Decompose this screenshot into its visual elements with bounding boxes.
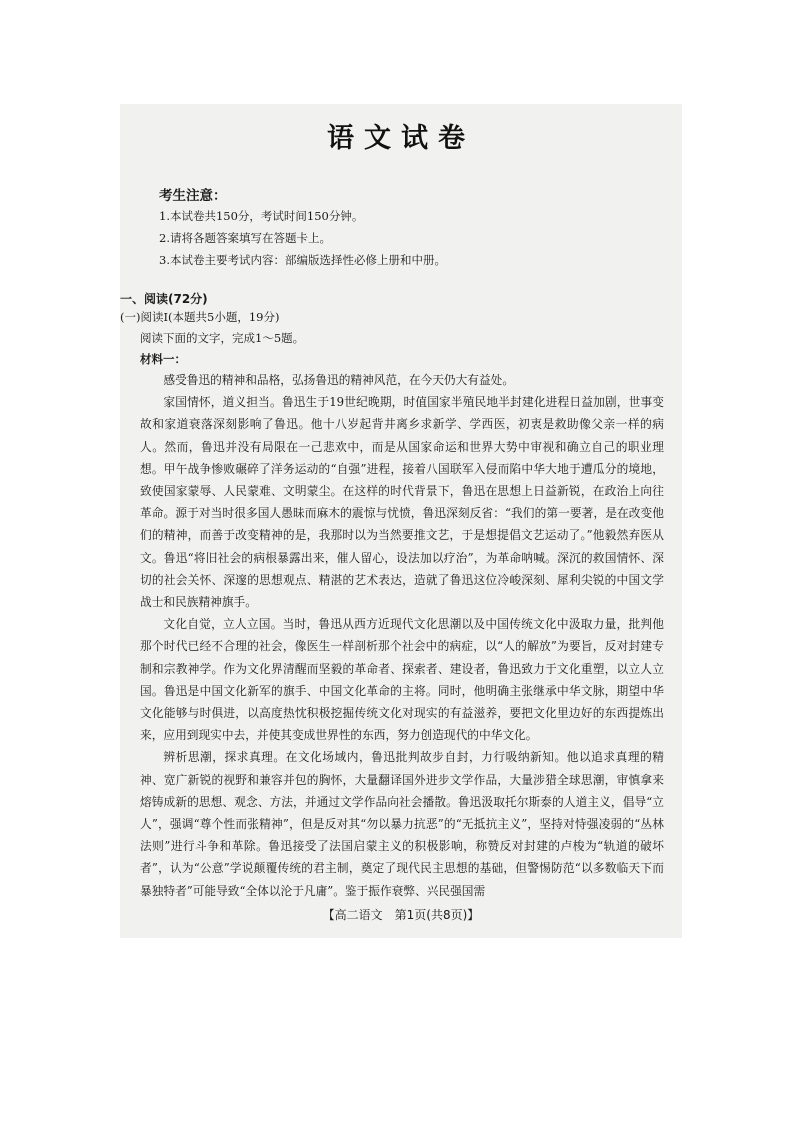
- notice-heading: 考生注意：: [159, 188, 227, 204]
- page-title: 语文试卷: [327, 123, 475, 154]
- passage-paragraph-4: 辨析思潮，探求真理。在文化场域内，鲁迅批判故步自封，力行吸纳新知。他以追求真理的精神、宽广新锐的视野和兼容并包的胸怀，大量翻译国外进步文学作品，大量涉猎全球思潮，审慎拿来熔铸成新的思想、观念、方法，并通过文学作品向社会播散。鲁迅汲取托尔斯泰的人道主义，倡导“立人”，强调“尊个性而张精神”，但是反对其“勿以暴力抗恶”的“无抵抗主义”，坚持对恃强凌弱的“丛林法则”进行斗争和革除。鲁迅接受了法国启蒙主义的积极影响，称赞反对封建的卢梭为“轨道的破坏者”，认为“公意”学说颠覆传统的君主制，奠定了现代民主思想的基础，但警惕防范“以多数临天下而暴独特者”可能导致“全体以沦于凡庸”。鉴于振作衰弊、兴民强国需: [140, 750, 664, 898]
- section-heading: 一、阅读(72分): [120, 292, 208, 306]
- passage-paragraph-1: 感受鲁迅的精神和品格，弘扬鲁迅的精神风范，在今天仍大有益处。: [163, 373, 515, 387]
- passage-paragraph-2: 家国情怀，道义担当。鲁迅生于19世纪晚期，时值国家半殖民地半封建化进程日益加剧，世事变故和家道衰落深刻影响了鲁迅。他十八岁起背井离乡求新学、学西医，初衷是救助像父亲一样的病人。然而，鲁迅并没有局限在一己悲欢中，而是从国家命运和世界大势中审视和确立自己的职业理想。甲午战争惨败碾碎了洋务运动的“自强”进程，接着八国联军入侵而陷中华大地于遭瓜分的境地，致使国家蒙辱、人民蒙难、文明蒙尘。在这样的时代背景下，鲁迅在思想上日益新锐，在政治上向往革命。源于对当时很多国人愚昧而麻木的震惊与忧愤，鲁迅深刻反省：“我们的第一要著，是在改变他们的精神，而善于改变精神的是，我那时以为当然要推文艺，于是想提倡文艺运动了。”他毅然弃医从文。鲁迅“将旧社会的病根暴露出来，催人留心，设法加以疗治”，为革命呐喊。深沉的救国情怀、深切的社会关怀、深邃的思想观点、精湛的艺术表达，造就了鲁迅这位冷峻深刻、犀利尖锐的中国文学战士和民族精神旗手。: [140, 395, 664, 610]
- notice-item-2: 2.请将各题答案填写在答题卡上。: [159, 231, 331, 245]
- reading-instruction: 阅读下面的文字，完成1～5题。: [140, 331, 305, 345]
- passage: [140, 369, 664, 902]
- notice-item-3: 3.本试卷主要考试内容：部编版选择性必修上册和中册。: [159, 253, 446, 267]
- notice-item-1: 1.本试卷共150分，考试时间150分钟。: [159, 209, 364, 223]
- exam-page: [120, 104, 682, 938]
- material-label: 材料一：: [140, 352, 186, 366]
- sub-section-heading: (一)阅读Ⅰ(本题共5小题，19分): [120, 310, 280, 324]
- page-footer: 【高二语文 第1页(共8页)】: [322, 908, 480, 922]
- passage-paragraph-3: 文化自觉，立人立国。当时，鲁迅从西方近现代文化思潮以及中国传统文化中汲取力量，批判他那个时代已经不合理的社会，像医生一样剖析那个社会中的病症，以“人的解放”为要旨，反对封建专制和宗教神学。作为文化界清醒而坚毅的革命者、探索者、建设者，鲁迅致力于文化重塑，以立人立国。鲁迅是中国文化新军的旗手、中国文化革命的主将。同时，他明确主张继承中华文脉，期望中华文化能够与时俱进，以高度热忱积极挖掘传统文化对现实的有益滋养，要把文化里边好的东西提炼出来，应用到现实中去，并使其变成世界性的东西，努力创造现代的中华文化。: [140, 617, 664, 743]
